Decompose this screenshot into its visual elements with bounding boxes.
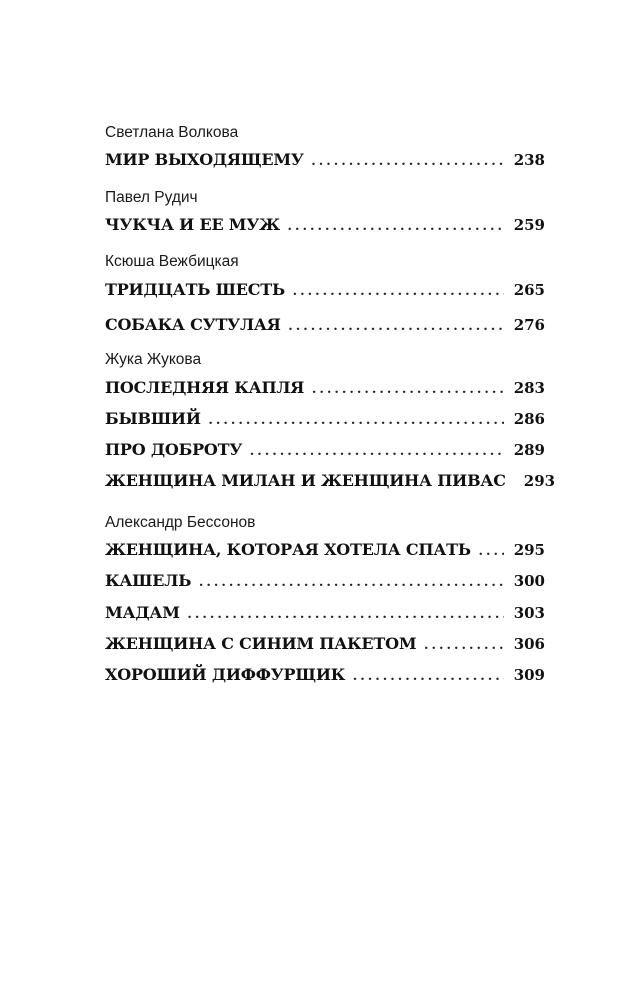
toc-entry[interactable]	[105, 408, 545, 430]
dot-leader	[479, 540, 504, 562]
page-number: 300	[513, 572, 545, 590]
dot-leader	[353, 665, 504, 687]
story-title: КАШЕЛЬ	[105, 571, 192, 590]
story-title: МИР ВЫХОДЯЩЕМУ	[105, 150, 304, 169]
story-title: ПОСЛЕДНЯЯ КАПЛЯ	[105, 378, 305, 397]
page-number: 238	[513, 151, 545, 169]
story-title: СОБАКА СУТУЛАЯ	[105, 315, 281, 334]
page-number: 286	[513, 410, 545, 428]
page-number: 303	[513, 604, 545, 622]
story-title: ЖЕНЩИНА МИЛАН И ЖЕНЩИНА ПИВАС	[105, 471, 506, 490]
toc-entry[interactable]	[105, 602, 545, 624]
page-number: 276	[513, 316, 545, 334]
dot-leader	[289, 315, 504, 337]
toc-entry[interactable]	[105, 314, 545, 336]
dot-leader	[312, 150, 504, 172]
story-title: ПРО ДОБРОТУ	[105, 440, 243, 459]
story-title: ЖЕНЩИНА, КОТОРАЯ ХОТЕЛА СПАТЬ	[105, 540, 471, 559]
author-name: Александр Бессонов	[105, 514, 256, 531]
toc-entry[interactable]	[105, 439, 545, 461]
toc-entry[interactable]	[105, 539, 545, 561]
toc-entry[interactable]	[105, 664, 545, 686]
page-number: 306	[513, 635, 545, 653]
story-title: ЖЕНЩИНА С СИНИМ ПАКЕТОМ	[105, 634, 417, 653]
toc-entry[interactable]	[105, 470, 556, 492]
dot-leader	[199, 571, 503, 593]
dot-leader	[250, 440, 504, 462]
story-title: ЧУКЧА И ЕЕ МУЖ	[105, 215, 280, 234]
toc-entry[interactable]	[105, 570, 545, 592]
toc-entry[interactable]	[105, 149, 545, 171]
toc-entry[interactable]	[105, 279, 545, 301]
dot-leader	[288, 215, 504, 237]
story-title: МАДАМ	[105, 603, 180, 622]
dot-leader	[209, 409, 504, 431]
page-number: 289	[513, 441, 545, 459]
story-title: БЫВШИЙ	[105, 409, 201, 428]
story-title: ТРИДЦАТЬ ШЕСТЬ	[105, 280, 285, 299]
author-name: Павел Рудич	[105, 189, 198, 206]
toc-entry[interactable]	[105, 377, 545, 399]
dot-leader	[293, 280, 504, 302]
page-number: 309	[513, 666, 545, 684]
dot-leader	[312, 378, 503, 400]
dot-leader	[188, 603, 504, 625]
page-number: 295	[513, 541, 545, 559]
page-number: 259	[513, 216, 545, 234]
story-title: ХОРОШИЙ ДИФФУРЩИК	[105, 665, 346, 684]
toc-entry[interactable]	[105, 633, 545, 655]
page-number: 293	[523, 472, 556, 490]
author-name: Ксюша Вежбицкая	[105, 253, 239, 270]
toc-entry[interactable]	[105, 214, 545, 236]
page-number: 265	[513, 281, 545, 299]
page-number: 283	[513, 379, 545, 397]
author-name: Светлана Волкова	[105, 124, 239, 141]
author-name: Жука Жукова	[105, 351, 202, 368]
dot-leader	[424, 634, 503, 656]
